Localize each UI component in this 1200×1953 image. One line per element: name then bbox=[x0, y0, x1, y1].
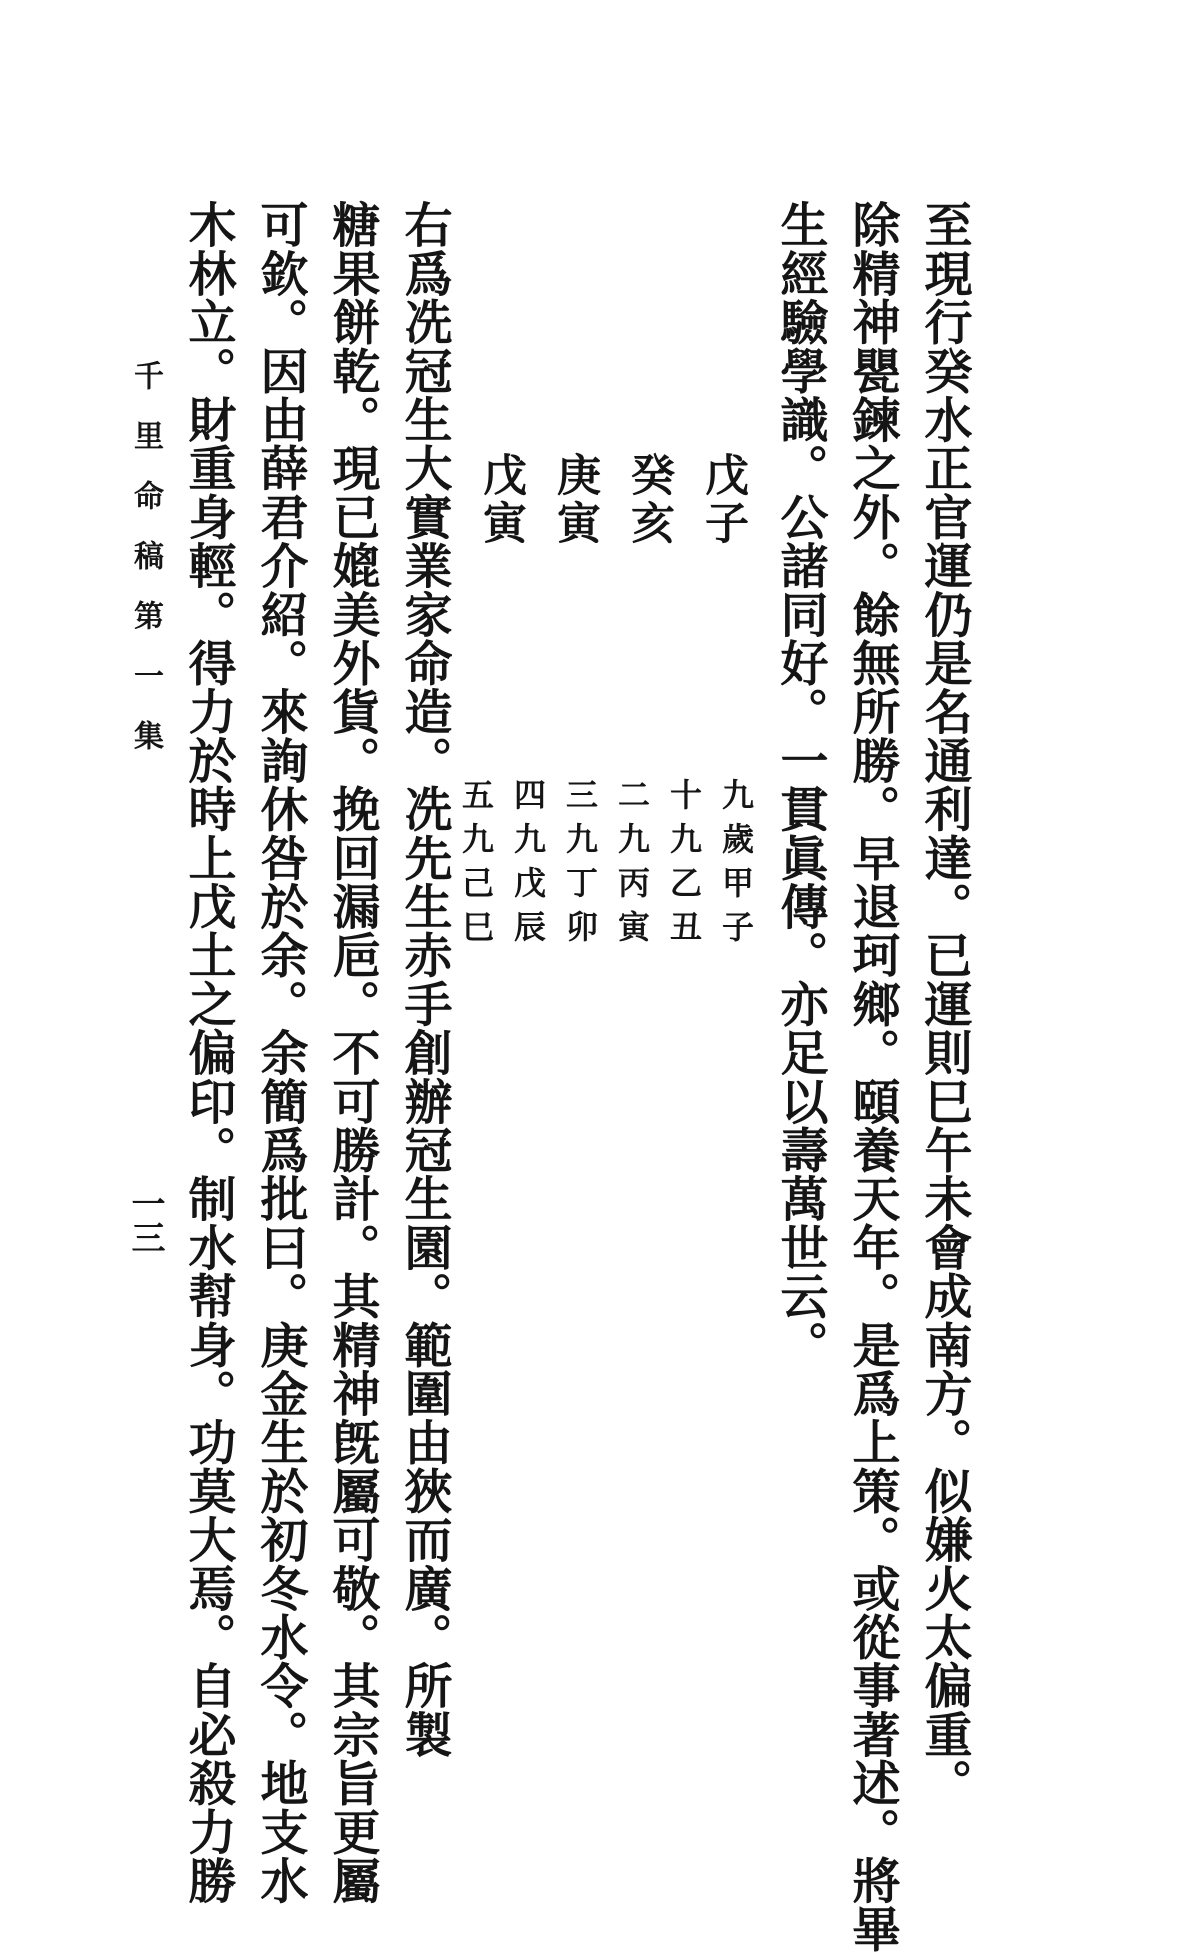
luck-cycle-6: 五九己巳 bbox=[457, 778, 495, 954]
volume-label: 第一集 bbox=[128, 600, 163, 780]
text-column-1: 至現行癸水正官運仍是名通利達。已運則巳午未會成南方。似嫌火太偏重。 bbox=[916, 200, 972, 1808]
book-title: 千里命稿 bbox=[128, 360, 163, 600]
text-column-6: 可欽。因由薛君介紹。來詢休咎於余。余簡爲批曰。庚金生於初冬水令。地支水 bbox=[252, 200, 308, 1905]
pillar-day: 庚寅 bbox=[549, 452, 600, 548]
text-column-2: 除精神甖鍊之外。餘無所勝。早退珂鄉。頤養天年。是爲上策。或從事著述。將畢 bbox=[844, 200, 900, 1953]
running-title bbox=[128, 360, 163, 780]
pillar-year: 戊子 bbox=[697, 452, 748, 548]
text-column-3: 生經驗學識。公諸同好。一貫眞傳。亦足以壽萬世云。 bbox=[772, 200, 828, 1369]
luck-cycle-4: 三九丁卯 bbox=[561, 778, 599, 954]
page-number: 一三 bbox=[125, 1186, 165, 1254]
luck-cycle-5: 四九戊辰 bbox=[509, 778, 547, 954]
luck-cycle-1: 九歲甲子 bbox=[717, 778, 755, 954]
luck-cycle-2: 十九乙丑 bbox=[665, 778, 703, 954]
pillar-month: 癸亥 bbox=[623, 452, 674, 548]
pillar-hour: 戊寅 bbox=[475, 452, 526, 548]
text-column-7: 木林立。財重身輕。得力於時上戊土之偏印。制水幇身。功莫大焉。自必殺力勝 bbox=[180, 200, 236, 1905]
text-column-4: 右爲冼冠生大實業家命造。冼先生赤手創辦冠生園。範圍由狹而廣。所製 bbox=[396, 200, 452, 1759]
luck-cycle-3: 二九丙寅 bbox=[613, 778, 651, 954]
text-column-5: 糖果餅乾。現已媲美外貨。挽回漏巵。不可勝計。其精神旣屬可敬。其宗旨更屬 bbox=[324, 200, 380, 1905]
